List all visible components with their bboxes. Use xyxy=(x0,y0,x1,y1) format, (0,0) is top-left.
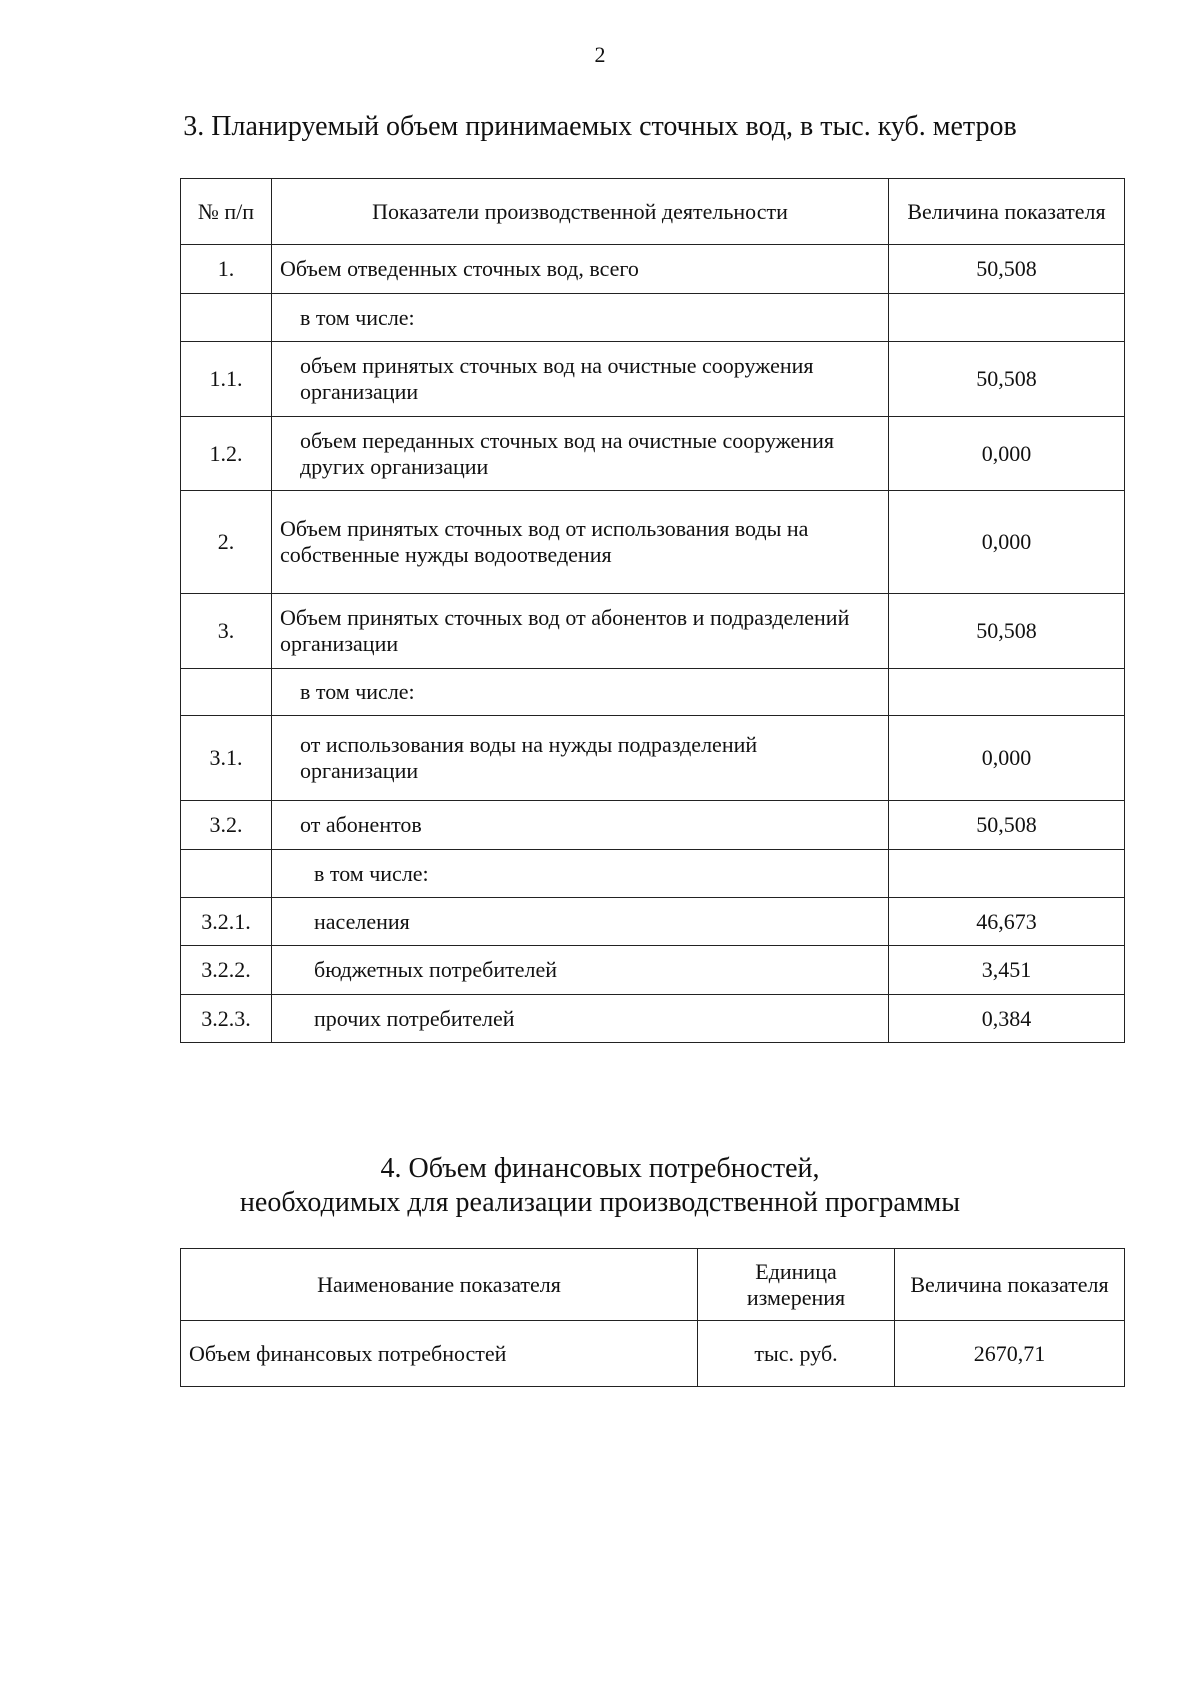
row-indicator: от абонентов xyxy=(272,801,889,850)
unit-value: тыс. руб. xyxy=(698,1321,895,1387)
row-value: 0,384 xyxy=(889,995,1125,1043)
row-number: 1.1. xyxy=(181,342,272,417)
section-4-title-line-2: необходимых для реализации производственной программы xyxy=(239,1187,961,1218)
table-row xyxy=(181,245,1125,294)
row-number: 1.2. xyxy=(181,417,272,491)
wastewater-table-body xyxy=(181,245,1125,1043)
header-indicator: Показатели производственной деятельности xyxy=(272,179,889,245)
row-value: 3,451 xyxy=(889,946,1125,995)
table-header-row xyxy=(181,1249,1125,1321)
row-indicator: бюджетных потребителей xyxy=(272,946,889,995)
table-row xyxy=(181,417,1125,491)
row-value: 0,000 xyxy=(889,417,1125,491)
table-header-row xyxy=(181,179,1125,245)
row-number: 2. xyxy=(181,491,272,594)
table-row xyxy=(181,594,1125,669)
table-row xyxy=(181,491,1125,594)
row-value xyxy=(889,294,1125,342)
row-number: 3.1. xyxy=(181,716,272,801)
header-number: № п/п xyxy=(181,179,272,245)
table-row xyxy=(181,716,1125,801)
row-value: 50,508 xyxy=(889,342,1125,417)
row-value: 50,508 xyxy=(889,594,1125,669)
row-indicator: Объем принятых сточных вод от использования воды на собственные нужды водоотведения xyxy=(272,491,889,594)
row-value: 0,000 xyxy=(889,491,1125,594)
row-number: 3.2.2. xyxy=(181,946,272,995)
row-value xyxy=(889,850,1125,898)
table-row xyxy=(181,946,1125,995)
row-number xyxy=(181,669,272,716)
table-row xyxy=(181,342,1125,417)
table-row xyxy=(181,898,1125,946)
indicator-value: 2670,71 xyxy=(895,1321,1125,1387)
row-indicator: от использования воды на нужды подразделений организации xyxy=(272,716,889,801)
row-indicator: в том числе: xyxy=(272,669,889,716)
table-row xyxy=(181,995,1125,1043)
row-number: 1. xyxy=(181,245,272,294)
row-number: 3.2.3. xyxy=(181,995,272,1043)
row-indicator: Объем принятых сточных вод от абонентов и подразделений организации xyxy=(272,594,889,669)
header-value: Величина показателя xyxy=(895,1249,1125,1321)
indicator-name: Объем финансовых потребностей xyxy=(181,1321,698,1387)
row-indicator: объем принятых сточных вод на очистные сооружения организации xyxy=(272,342,889,417)
row-value xyxy=(889,669,1125,716)
header-unit: Единица измерения xyxy=(698,1249,895,1321)
row-indicator: прочих потребителей xyxy=(272,995,889,1043)
page-number: 2 xyxy=(594,42,606,67)
row-number: 3.2. xyxy=(181,801,272,850)
row-number xyxy=(181,850,272,898)
financial-needs-table xyxy=(180,1248,1125,1387)
row-indicator: в том числе: xyxy=(272,850,889,898)
row-number: 3.2.1. xyxy=(181,898,272,946)
table-row xyxy=(181,850,1125,898)
section-3-title: 3. Планируемый объем принимаемых сточных вод, в тыс. куб. метров xyxy=(183,111,1017,142)
row-indicator: Объем отведенных сточных вод, всего xyxy=(272,245,889,294)
row-indicator: населения xyxy=(272,898,889,946)
row-number: 3. xyxy=(181,594,272,669)
wastewater-volume-table xyxy=(180,178,1125,1043)
section-4-title-line-1: 4. Объем финансовых потребностей, xyxy=(380,1153,820,1184)
table-row xyxy=(181,669,1125,716)
header-indicator-name: Наименование показателя xyxy=(181,1249,698,1321)
row-indicator: в том числе: xyxy=(272,294,889,342)
row-number xyxy=(181,294,272,342)
table-row xyxy=(181,1321,1125,1387)
row-indicator: объем переданных сточных вод на очистные сооружения других организации xyxy=(272,417,889,491)
table-row xyxy=(181,801,1125,850)
table-row xyxy=(181,294,1125,342)
header-value: Величина показателя xyxy=(889,179,1125,245)
row-value: 50,508 xyxy=(889,801,1125,850)
section-4-title xyxy=(50,1152,1150,1220)
row-value: 0,000 xyxy=(889,716,1125,801)
row-value: 46,673 xyxy=(889,898,1125,946)
row-value: 50,508 xyxy=(889,245,1125,294)
